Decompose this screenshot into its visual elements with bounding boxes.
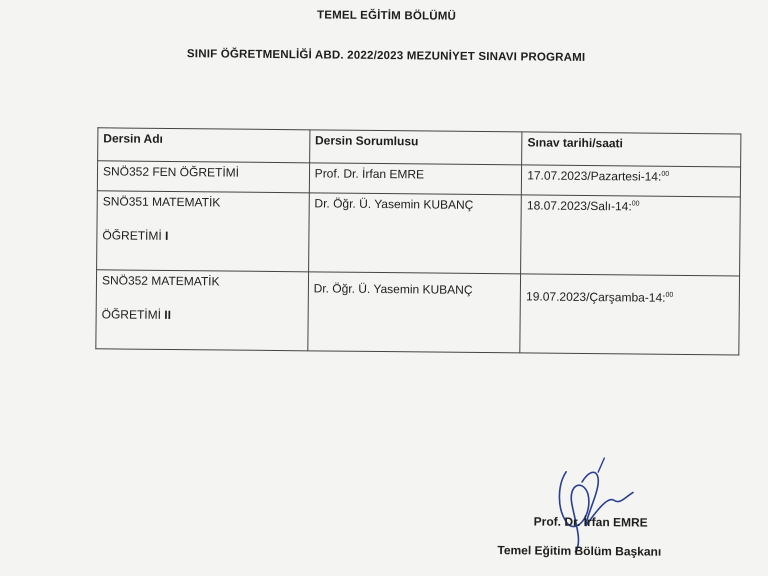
course-name: SNÖ352 FEN ÖĞRETİMİ — [102, 164, 240, 180]
course-name: SNÖ351 MATEMATİK — [102, 194, 221, 210]
exam-schedule-table — [95, 127, 741, 355]
column-header-course: Dersin Adı — [98, 128, 310, 163]
lecturer-cell — [308, 272, 521, 353]
lecturer-cell: Dr. Öğr. Ü. Yasemin KUBANÇ — [308, 193, 521, 274]
lecturer-cell: Prof. Dr. İrfan EMRE — [309, 163, 522, 195]
exam-datetime — [526, 289, 734, 305]
course-name-cont: ÖĞRETİMİ — [101, 307, 165, 322]
lecturer-name: Dr. Öğr. Ü. Yasemin KUBANÇ — [313, 281, 473, 297]
course-level: I — [165, 228, 169, 243]
table-row — [96, 270, 740, 355]
handwritten-signature — [537, 454, 648, 555]
course-cell — [97, 161, 309, 193]
column-header-lecturer: Dersin Sorumlusu — [309, 130, 522, 165]
exam-date: 17.07.2023/Pazartesi-14: — [527, 168, 662, 184]
datetime-cell — [521, 195, 741, 276]
signatory-name: Prof. Dr. İrfan EMRE — [533, 514, 648, 530]
datetime-cell — [522, 165, 741, 197]
course-cell — [96, 270, 308, 351]
exam-minutes: 00 — [665, 291, 674, 299]
course-cell — [97, 191, 309, 272]
table-row — [97, 191, 741, 276]
course-name: SNÖ352 MATEMATİK — [101, 273, 220, 289]
column-header-datetime: Sınav tarihi/saati — [522, 132, 741, 167]
exam-date: 18.07.2023/Salı-14: — [526, 198, 632, 214]
signatory-title: Temel Eğitim Bölüm Başkanı — [497, 543, 662, 559]
datetime-cell — [520, 274, 740, 355]
exam-minutes: 00 — [661, 170, 670, 178]
course-name-cont: ÖĞRETİMİ — [102, 228, 166, 243]
course-level: II — [164, 307, 172, 322]
department-title: TEMEL EĞİTİM BÖLÜMÜ — [316, 9, 457, 23]
exam-minutes: 00 — [631, 200, 640, 208]
exam-date: 19.07.2023/Çarşamba-14: — [526, 289, 666, 305]
program-title: SINIF ÖĞRETMENLİĞİ ABD. 2022/2023 MEZUNİYET SINAVI PROGRAMI — [186, 48, 586, 64]
